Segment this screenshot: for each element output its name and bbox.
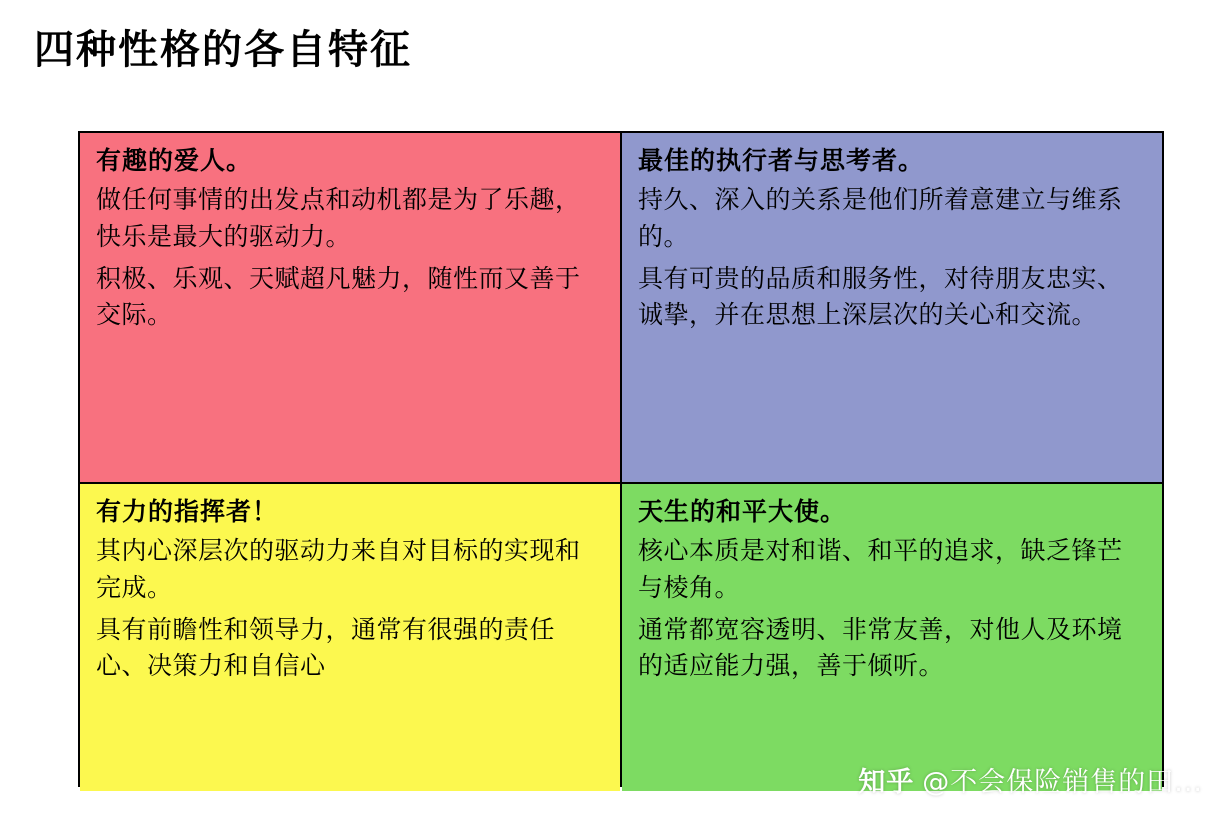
watermark-logo: 知乎 bbox=[858, 767, 915, 798]
quadrant-paragraph: 具有可贵的品质和服务性，对待朋友忠实、诚挚，并在思想上深层次的关心和交流。 bbox=[638, 263, 1123, 329]
quadrant-paragraph: 积极、乐观、天赋超凡魅力，随性而又善于交际。 bbox=[96, 263, 581, 329]
quadrant-paragraph: 持久、深入的关系是他们所着意建立与维系的。 bbox=[638, 185, 1123, 251]
quadrant-paragraph: 其内心深层次的驱动力来自对目标的实现和完成。 bbox=[96, 536, 581, 602]
page-title: 四种性格的各自特征 bbox=[34, 26, 412, 73]
quadrant-blue bbox=[622, 133, 1162, 482]
quadrant-paragraph: 具有前瞻性和领导力，通常有很强的责任心、决策力和自信心 bbox=[96, 614, 556, 680]
watermark-author: @不会保险销售的田... bbox=[922, 767, 1203, 798]
quadrant-heading: 有趣的爱人。 bbox=[96, 146, 253, 175]
quadrant-heading: 有力的指挥者！ bbox=[96, 497, 279, 526]
quadrant-yellow bbox=[80, 484, 620, 791]
quadrant-paragraph: 通常都宽容透明、非常友善，对他人及环境的适应能力强，善于倾听。 bbox=[638, 614, 1123, 680]
personality-matrix bbox=[78, 131, 1164, 787]
quadrant-heading: 最佳的执行者与思考者。 bbox=[638, 146, 925, 175]
quadrant-paragraph: 核心本质是对和谐、和平的追求，缺乏锋芒与棱角。 bbox=[638, 536, 1123, 602]
quadrant-green bbox=[622, 484, 1162, 791]
quadrant-heading: 天生的和平大使。 bbox=[638, 497, 847, 526]
watermark bbox=[858, 760, 1203, 799]
quadrant-red bbox=[80, 133, 620, 482]
quadrant-paragraph: 做任何事情的出发点和动机都是为了乐趣，快乐是最大的驱动力。 bbox=[96, 185, 581, 251]
